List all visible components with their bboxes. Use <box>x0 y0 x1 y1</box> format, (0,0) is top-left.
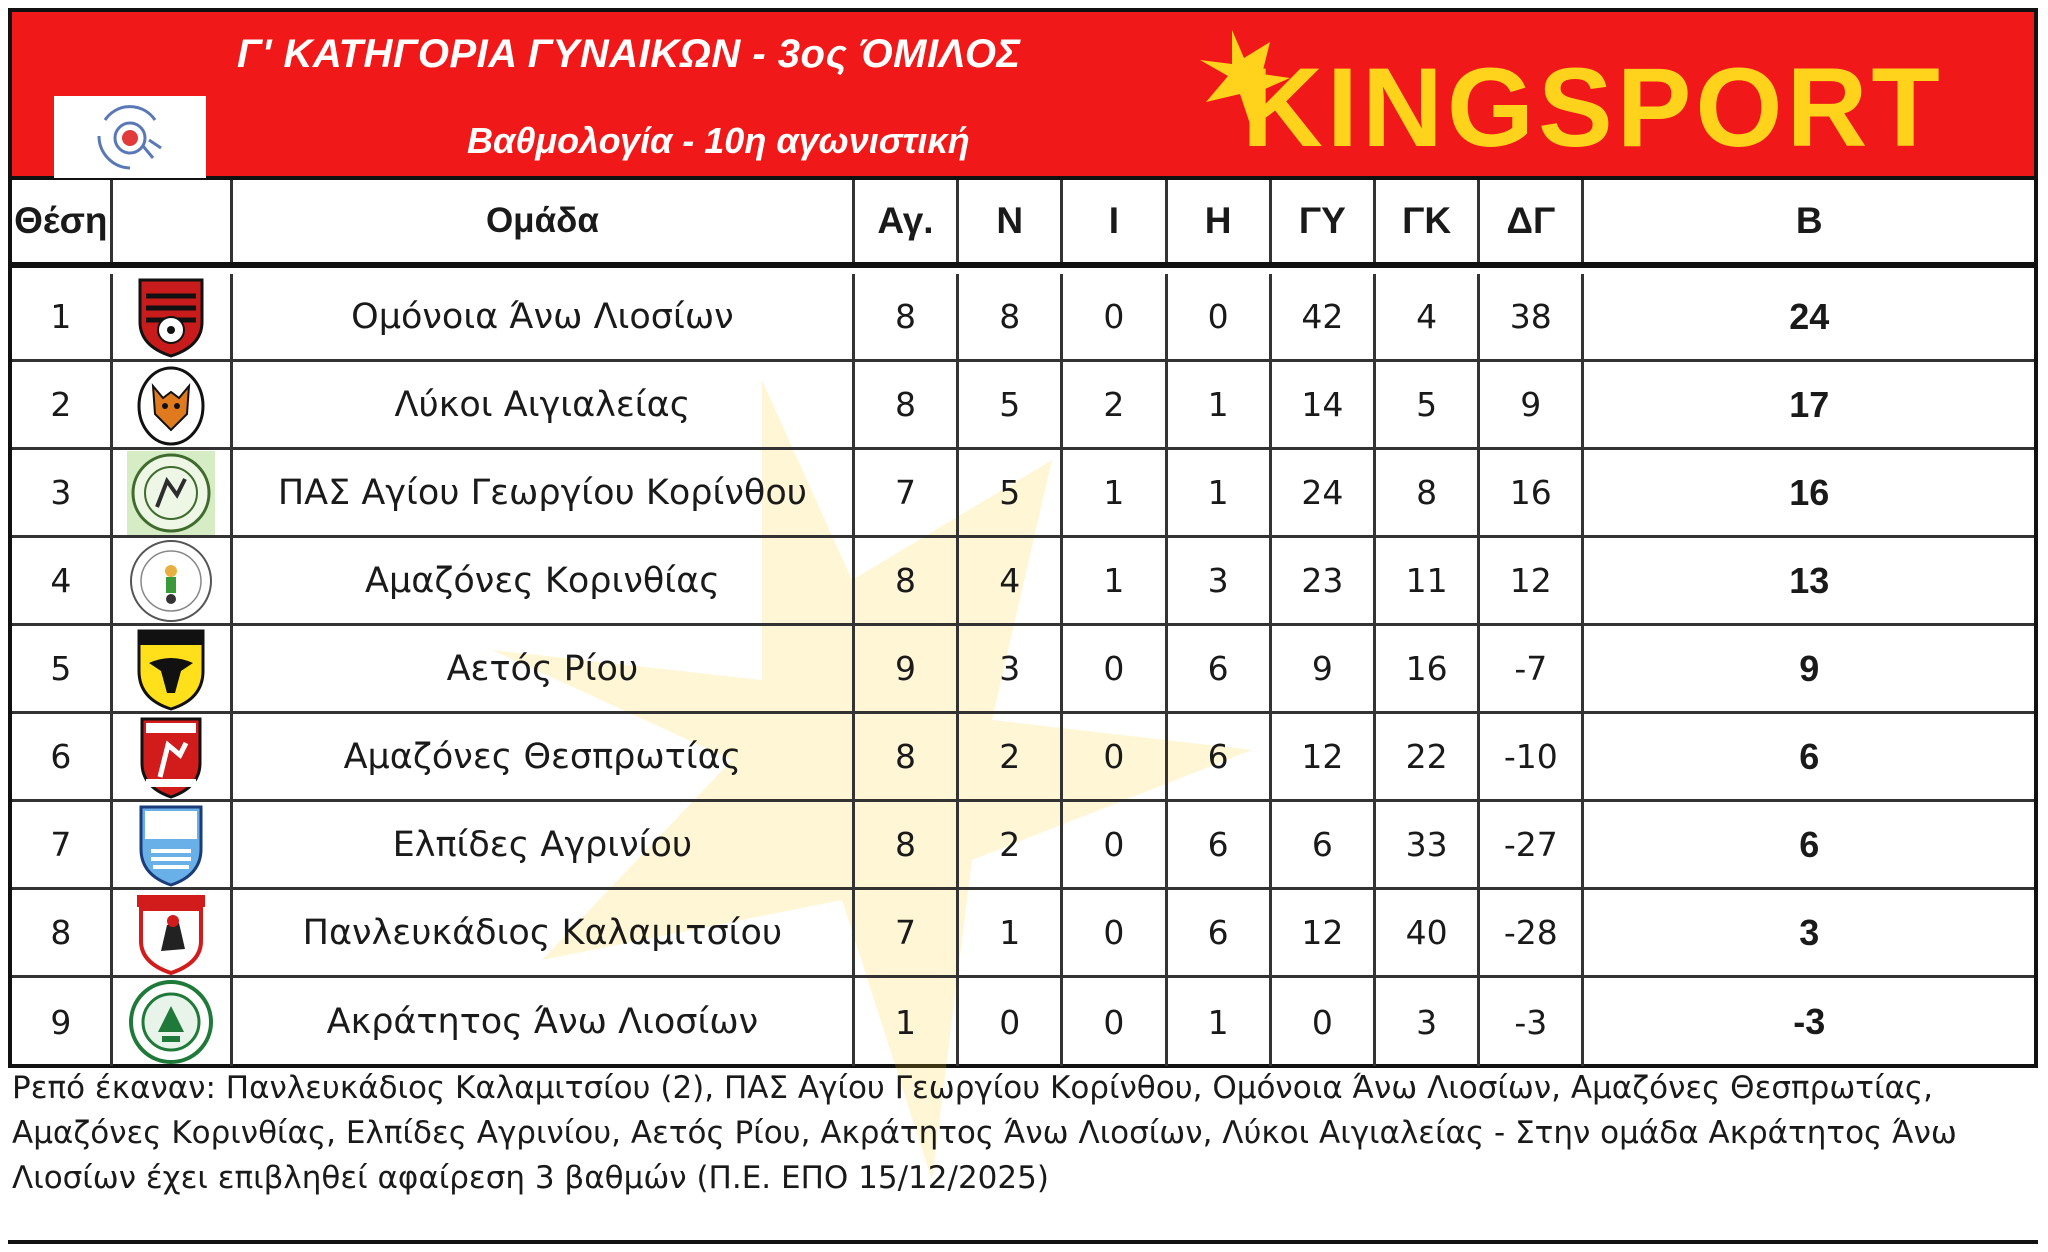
goals-for-cell: 23 <box>1272 538 1376 623</box>
table-row <box>12 802 2034 890</box>
losses-cell: 1 <box>1168 450 1272 535</box>
wins-cell: 8 <box>959 274 1063 359</box>
team-name-cell: Αμαζόνες Κορινθίας <box>233 538 855 623</box>
footnote-text: Ρεπό έκαναν: Πανλευκάδιος Καλαμιτσίου (2), ΠΑΣ Αγίου Γεωργίου Κορίνθου, Ομόνοια Άνω Λιοσίων, Αμαζόνες Θεσπρωτίας, Αμαζόνες Κορινθίας, Ελπίδες Αγρινίου, Αετός Ρίου, Ακράτητος Άνω Λιοσίων, Λύκοι Αιγιαλείας - Στην ομάδα Ακράτητος Άνω Λιοσίων έχει επιβληθεί αφαίρεση 3 βαθμών (Π.Ε. ΕΠΟ 15/12/2025) <box>12 1070 1957 1196</box>
goal-difference-cell: -28 <box>1480 890 1584 975</box>
draws-cell: 0 <box>1063 802 1167 887</box>
pas-agiou-georgiou-badge-icon <box>127 451 215 535</box>
wins-cell: 4 <box>959 538 1063 623</box>
goals-against-cell: 4 <box>1376 274 1480 359</box>
table-row <box>12 714 2034 802</box>
elpides-agriniou-badge-icon <box>137 803 205 887</box>
wins-cell: 5 <box>959 450 1063 535</box>
league-logo <box>54 96 206 178</box>
draws-cell: 0 <box>1063 626 1167 711</box>
losses-cell: 6 <box>1168 626 1272 711</box>
draws-cell: 0 <box>1063 978 1167 1066</box>
goal-difference-cell: 9 <box>1480 362 1584 447</box>
losses-cell: 1 <box>1168 978 1272 1066</box>
position-cell: 4 <box>12 538 113 623</box>
points-cell: 24 <box>1789 295 1830 337</box>
team-name-cell: Ελπίδες Αγρινίου <box>233 802 855 887</box>
goals-for-cell: 24 <box>1272 450 1376 535</box>
column-header-points: Β <box>1795 200 1823 241</box>
goals-for-cell: 14 <box>1272 362 1376 447</box>
draws-cell: 1 <box>1063 450 1167 535</box>
position-cell: 6 <box>12 714 113 799</box>
table-row <box>12 538 2034 626</box>
logo-cell <box>113 890 233 975</box>
draws-cell: 0 <box>1063 890 1167 975</box>
position-cell: 2 <box>12 362 113 447</box>
played-cell: 8 <box>855 802 959 887</box>
goal-difference-cell: 38 <box>1480 274 1584 359</box>
losses-cell: 6 <box>1168 714 1272 799</box>
logo-cell <box>113 362 233 447</box>
goal-difference-cell: -7 <box>1480 626 1584 711</box>
wins-cell: 3 <box>959 626 1063 711</box>
points-cell: 3 <box>1799 911 1820 953</box>
header-banner <box>8 8 2038 180</box>
points-cell: 13 <box>1789 559 1830 601</box>
points-cell: 17 <box>1789 383 1830 425</box>
losses-cell: 0 <box>1168 274 1272 359</box>
panlefkadios-badge-icon <box>133 891 209 975</box>
table-row <box>12 274 2034 362</box>
table-row <box>12 362 2034 450</box>
position-cell: 8 <box>12 890 113 975</box>
wins-cell: 5 <box>959 362 1063 447</box>
logo-cell <box>113 274 233 359</box>
table-row <box>12 626 2034 714</box>
goal-difference-cell: -3 <box>1480 978 1584 1066</box>
position-cell: 3 <box>12 450 113 535</box>
goals-for-cell: 9 <box>1272 626 1376 711</box>
goals-against-cell: 16 <box>1376 626 1480 711</box>
column-header-goals-against: ΓΚ <box>1376 180 1480 262</box>
logo-cell <box>113 802 233 887</box>
column-header-team: Ομάδα <box>233 180 855 262</box>
column-header-goals-for: ΓΥ <box>1272 180 1376 262</box>
points-cell: 9 <box>1799 647 1820 689</box>
team-name-cell: Πανλευκάδιος Καλαμιτσίου <box>233 890 855 975</box>
draws-cell: 2 <box>1063 362 1167 447</box>
team-name-cell: Ακράτητος Άνω Λιοσίων <box>233 978 855 1066</box>
losses-cell: 3 <box>1168 538 1272 623</box>
draws-cell: 0 <box>1063 714 1167 799</box>
goals-against-cell: 8 <box>1376 450 1480 535</box>
team-name-cell: Ομόνοια Άνω Λιοσίων <box>233 274 855 359</box>
womens-football-league-logo-icon <box>85 100 175 174</box>
table-header-row <box>12 180 2034 268</box>
standings-table <box>8 180 2038 1068</box>
wins-cell: 2 <box>959 802 1063 887</box>
played-cell: 8 <box>855 274 959 359</box>
logo-cell <box>113 538 233 623</box>
goals-against-cell: 22 <box>1376 714 1480 799</box>
column-header-position: Θέση <box>12 180 113 262</box>
goals-against-cell: 11 <box>1376 538 1480 623</box>
team-name-cell: Αμαζόνες Θεσπρωτίας <box>233 714 855 799</box>
points-cell: 6 <box>1799 823 1820 865</box>
points-cell: 6 <box>1799 735 1820 777</box>
played-cell: 1 <box>855 978 959 1066</box>
draws-cell: 1 <box>1063 538 1167 623</box>
omonoia-badge-icon <box>136 276 206 358</box>
played-cell: 8 <box>855 714 959 799</box>
column-header-logo <box>113 180 233 262</box>
losses-cell: 1 <box>1168 362 1272 447</box>
position-cell: 7 <box>12 802 113 887</box>
page-title: Γ' ΚΑΤΗΓΟΡΙΑ ΓΥΝΑΙΚΩΝ - 3ος ΌΜΙΛΟΣ <box>237 32 1021 76</box>
amazones-thesprotias-badge-icon <box>136 715 206 799</box>
position-cell: 5 <box>12 626 113 711</box>
played-cell: 8 <box>855 538 959 623</box>
lykoi-badge-icon <box>135 364 207 446</box>
goals-against-cell: 3 <box>1376 978 1480 1066</box>
wins-cell: 1 <box>959 890 1063 975</box>
goal-difference-cell: -27 <box>1480 802 1584 887</box>
logo-cell <box>113 626 233 711</box>
goal-difference-cell: 16 <box>1480 450 1584 535</box>
column-header-draws: Ι <box>1063 180 1167 262</box>
kingsport-logo: KINGSPORT <box>1242 45 1944 170</box>
points-cell: 16 <box>1789 471 1830 513</box>
draws-cell: 0 <box>1063 274 1167 359</box>
team-name-cell: Λύκοι Αιγιαλείας <box>233 362 855 447</box>
column-header-played: Αγ. <box>855 180 959 262</box>
table-row <box>12 978 2034 1066</box>
wins-cell: 2 <box>959 714 1063 799</box>
goal-difference-cell: 12 <box>1480 538 1584 623</box>
goals-for-cell: 12 <box>1272 714 1376 799</box>
team-name-cell: Αετός Ρίου <box>233 626 855 711</box>
wins-cell: 0 <box>959 978 1063 1066</box>
goal-difference-cell: -10 <box>1480 714 1584 799</box>
goals-for-cell: 42 <box>1272 274 1376 359</box>
played-cell: 7 <box>855 450 959 535</box>
goals-for-cell: 6 <box>1272 802 1376 887</box>
position-cell: 1 <box>12 274 113 359</box>
bottom-divider <box>8 1240 2038 1244</box>
column-header-goal-difference: ΔΓ <box>1480 180 1584 262</box>
goals-against-cell: 33 <box>1376 802 1480 887</box>
table-row <box>12 450 2034 538</box>
column-header-wins: Ν <box>959 180 1063 262</box>
losses-cell: 6 <box>1168 802 1272 887</box>
logo-cell <box>113 714 233 799</box>
points-cell: -3 <box>1793 1001 1826 1042</box>
goals-for-cell: 0 <box>1272 978 1376 1066</box>
goals-against-cell: 40 <box>1376 890 1480 975</box>
page-subtitle: Βαθμολογία - 10η αγωνιστική <box>467 120 970 161</box>
logo-cell <box>113 450 233 535</box>
position-cell: 9 <box>12 978 113 1066</box>
table-row <box>12 890 2034 978</box>
akratitos-badge-icon <box>128 980 214 1064</box>
amazones-korinthias-badge-icon <box>128 539 214 623</box>
logo-cell <box>113 978 233 1066</box>
played-cell: 7 <box>855 890 959 975</box>
goals-for-cell: 12 <box>1272 890 1376 975</box>
column-header-losses: Η <box>1168 180 1272 262</box>
played-cell: 8 <box>855 362 959 447</box>
played-cell: 9 <box>855 626 959 711</box>
goals-against-cell: 5 <box>1376 362 1480 447</box>
aetos-riou-badge-icon <box>135 627 207 711</box>
team-name-cell: ΠΑΣ Αγίου Γεωργίου Κορίνθου <box>233 450 855 535</box>
losses-cell: 6 <box>1168 890 1272 975</box>
